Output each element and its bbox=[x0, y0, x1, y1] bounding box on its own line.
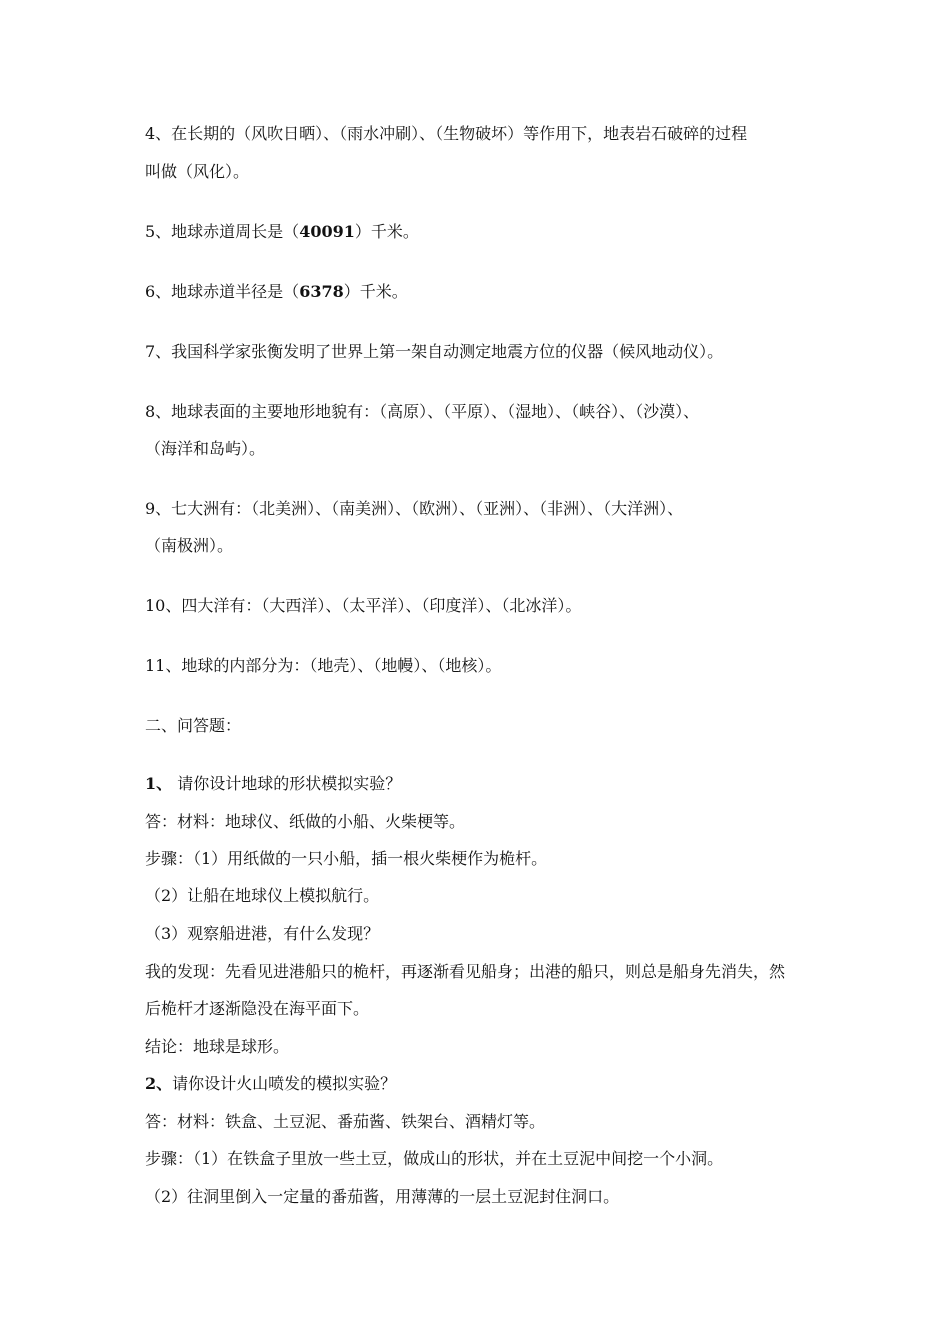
item-4-line2: 叫做（风化）。 bbox=[145, 162, 250, 181]
q1-number: 1、 bbox=[145, 774, 173, 793]
item-7: 7、我国科学家张衡发明了世界上第一架自动测定地震方位的仪器（候风地动仪）。 bbox=[145, 342, 724, 361]
item-4-line1: 4、在长期的（风吹日晒）、（雨水冲刷）、（生物破坏）等作用下，地表岩石破碎的过程 bbox=[145, 124, 748, 143]
item-6 bbox=[145, 282, 408, 302]
q1-finding-line1: 我的发现：先看见进港船只的桅杆，再逐渐看见船身；出港的船只，则总是船身先消失，然 bbox=[145, 962, 786, 981]
item-11: 11、地球的内部分为：（地壳）、（地幔）、（地核）。 bbox=[145, 656, 502, 675]
q1-title bbox=[145, 774, 401, 794]
q1-step3: （3）观察船进港，有什么发现？ bbox=[145, 924, 380, 943]
item-6-prefix: 6、地球赤道半径是（ bbox=[145, 282, 300, 301]
item-5-prefix: 5、地球赤道周长是（ bbox=[145, 222, 300, 241]
item-5 bbox=[145, 222, 419, 242]
item-8-line1: 8、地球表面的主要地形地貌有：（高原）、（平原）、（湿地）、（峡谷）、（沙漠）、 bbox=[145, 402, 700, 421]
q2-title bbox=[145, 1074, 396, 1094]
q2-step1: 步骤：（1）在铁盒子里放一些土豆，做成山的形状，并在土豆泥中间挖一个小洞。 bbox=[145, 1149, 724, 1168]
q1-step1: 步骤：（1）用纸做的一只小船，插一根火柴梗作为桅杆。 bbox=[145, 849, 548, 868]
item-5-value: 40091 bbox=[299, 222, 355, 241]
q2-question: 请你设计火山喷发的模拟实验？ bbox=[172, 1074, 397, 1093]
item-9-line2: （南极洲）。 bbox=[145, 536, 234, 555]
section-title: 二、问答题： bbox=[145, 716, 242, 735]
item-9-line1: 9、七大洲有：（北美洲）、（南美洲）、（欧洲）、（亚洲）、（非洲）、（大洋洲）、 bbox=[145, 499, 684, 518]
q1-step2: （2）让船在地球仪上模拟航行。 bbox=[145, 886, 380, 905]
q1-materials: 答：材料：地球仪、纸做的小船、火柴梗等。 bbox=[145, 812, 466, 831]
q2-materials: 答：材料：铁盒、土豆泥、番茄酱、铁架台、酒精灯等。 bbox=[145, 1112, 546, 1131]
item-6-suffix: ）千米。 bbox=[343, 282, 408, 301]
q1-finding-line2: 后桅杆才逐渐隐没在海平面下。 bbox=[145, 999, 370, 1018]
item-8-line2: （海洋和岛屿）。 bbox=[145, 439, 266, 458]
q1-question: 请你设计地球的形状模拟实验？ bbox=[172, 774, 402, 793]
q1-conclusion: 结论：地球是球形。 bbox=[145, 1037, 290, 1056]
q2-step2: （2）往洞里倒入一定量的番茄酱，用薄薄的一层土豆泥封住洞口。 bbox=[145, 1187, 620, 1206]
item-10: 10、四大洋有：（大西洋）、（太平洋）、（印度洋）、（北冰洋）。 bbox=[145, 596, 582, 615]
q2-number: 2、 bbox=[145, 1074, 173, 1093]
item-6-value: 6378 bbox=[299, 282, 344, 301]
item-5-suffix: ）千米。 bbox=[354, 222, 419, 241]
